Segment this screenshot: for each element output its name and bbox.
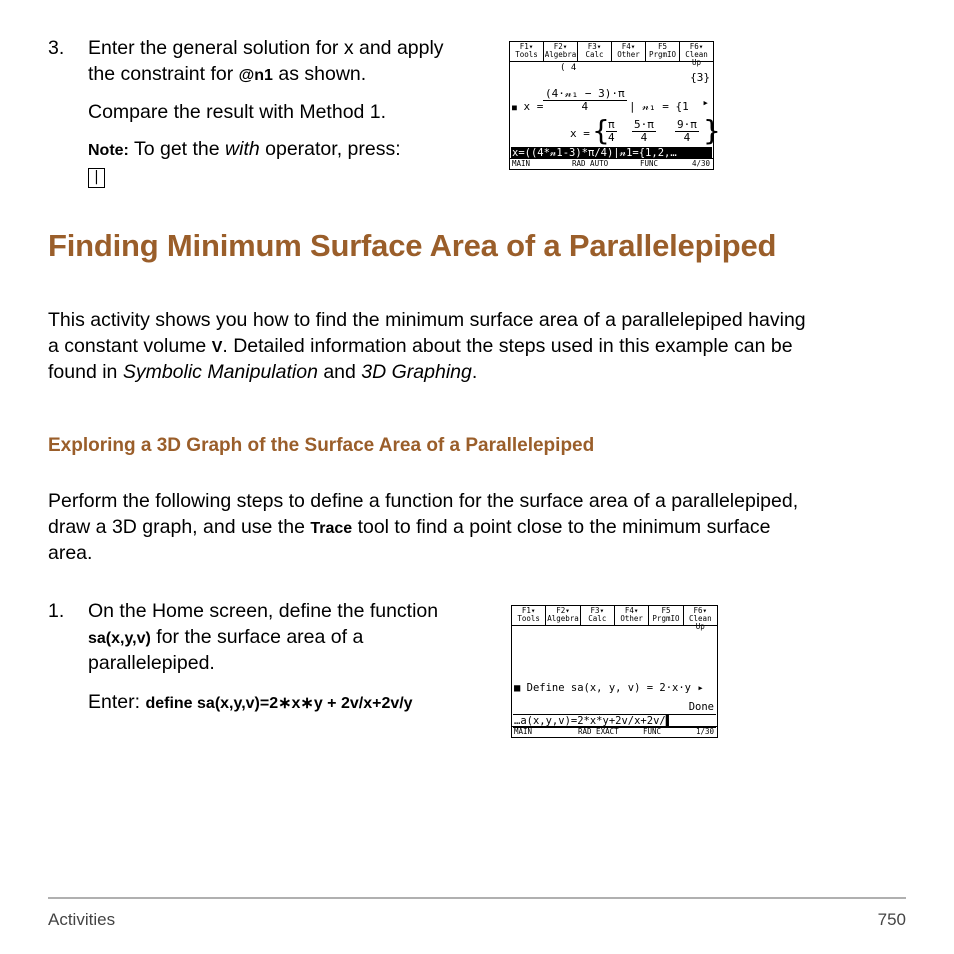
toolbar-key-prgmio: F5 PrgmIO [649, 606, 683, 625]
toolbar-key-calc: F3▾ Calc [578, 42, 612, 61]
result-x-eq: x = [570, 127, 590, 140]
footer-rule [48, 897, 906, 899]
with-key [88, 168, 105, 188]
step1-line3: parallelepiped. [88, 652, 215, 674]
status-bar: MAIN RAD AUTO FUNC 4/30 [510, 158, 713, 169]
constraint-symbol: @n1 [238, 67, 273, 84]
intro-line2: a constant volume V. Detailed information about the steps used in this example can be [48, 335, 793, 357]
step1-enter: Enter: define sa(x,y,v)=2∗x∗y + 2v/x+2v/y [88, 691, 413, 713]
result-frac-1: $\frac{\pi}{4}$ [608, 118, 615, 144]
page-title: Finding Minimum Surface Area of a Parallelepiped [48, 228, 777, 263]
perform-line3: area. [48, 542, 93, 564]
calculator-screen-1 [509, 41, 721, 170]
toolbar-key-other: F4▾ Other [612, 42, 646, 61]
result-frac-2: $\frac{5\cdot\pi}{4}$ [634, 118, 654, 144]
calculator-screen-2 [511, 605, 718, 738]
toolbar-key-tools: F1▾ Tools [512, 606, 546, 625]
result-frac-3: $\frac{9\cdot\pi}{4}$ [677, 118, 697, 144]
history-bullet: ■ x = [512, 100, 544, 113]
toolbar-key-other: F4▾ Other [615, 606, 649, 625]
section-subheading: Exploring a 3D Graph of the Surface Area of a Parallelepiped [48, 435, 595, 456]
calc-toolbar [510, 42, 713, 67]
history-partial: ( 4 [560, 63, 577, 73]
toolbar-key-prgmio: F5 PrgmIO [646, 42, 680, 61]
entry-line: x=((4*𝓃1-3)*π/4)|𝓃1={1,2,… [511, 147, 712, 159]
step1-line2: sa(x,y,v) for the surface area of a [88, 626, 364, 648]
toolbar-key-cleanup: F6▾ Clean Up [689, 606, 712, 631]
calc-toolbar [512, 606, 717, 631]
toolbar-key-calc: F3▾ Calc [581, 606, 615, 625]
status-bar: MAIN RAD EXACT FUNC 1/30 [512, 726, 717, 737]
with-key-icon: | [88, 168, 105, 188]
step3-line1: Enter the general solution for x and apply [88, 37, 444, 59]
history-define: ■ Define sa(x, y, v) = 2·x·y ▸ [514, 682, 704, 694]
scroll-arrow-icon: ▸ [702, 96, 709, 109]
page-number: 750 [877, 910, 906, 929]
step3-compare: Compare the result with Method 1. [88, 101, 387, 123]
step3-line2: the constraint for @n1 as shown. [88, 63, 367, 85]
toolbar-key-algebra: F2▾ Algebra [544, 42, 577, 59]
step1-line1: On the Home screen, define the function [88, 600, 439, 622]
perform-line1: Perform the following steps to define a function for the surface area of a parallelepiped, [48, 490, 799, 512]
history-result-top: {3} [690, 71, 710, 84]
history-done: Done [688, 701, 714, 713]
intro-line3: found in Symbolic Manipulation and 3D Graphing. [48, 361, 478, 383]
intro-line1: This activity shows you how to find the minimum surface area of a parallelepiped having [48, 309, 806, 331]
note-label: Note: [88, 142, 129, 159]
right-brace: } [703, 114, 721, 147]
footer-section: Activities [48, 910, 116, 929]
step3-note: Note: To get the with operator, press: [88, 138, 401, 160]
step-number: 3. [48, 37, 65, 59]
toolbar-key-tools: F1▾ Tools [510, 42, 544, 61]
history-fraction: $\frac{\text{(4·𝓃₁ − 3)·π}}{4}$ [545, 87, 625, 113]
perform-line2: draw a 3D graph, and use the Trace tool to find a point close to the minimum surface [48, 516, 771, 538]
step-number: 1. [48, 600, 65, 622]
toolbar-key-algebra: F2▾ Algebra [547, 606, 579, 623]
toolbar-key-cleanup: F6▾ Clean Up [685, 42, 708, 67]
entry-line: …a(x,y,v)=2*x*y+2v/x+2v/▌ [513, 714, 716, 728]
history-with: | 𝓃₁ = {1 [629, 100, 689, 113]
left-brace: { [592, 114, 610, 147]
